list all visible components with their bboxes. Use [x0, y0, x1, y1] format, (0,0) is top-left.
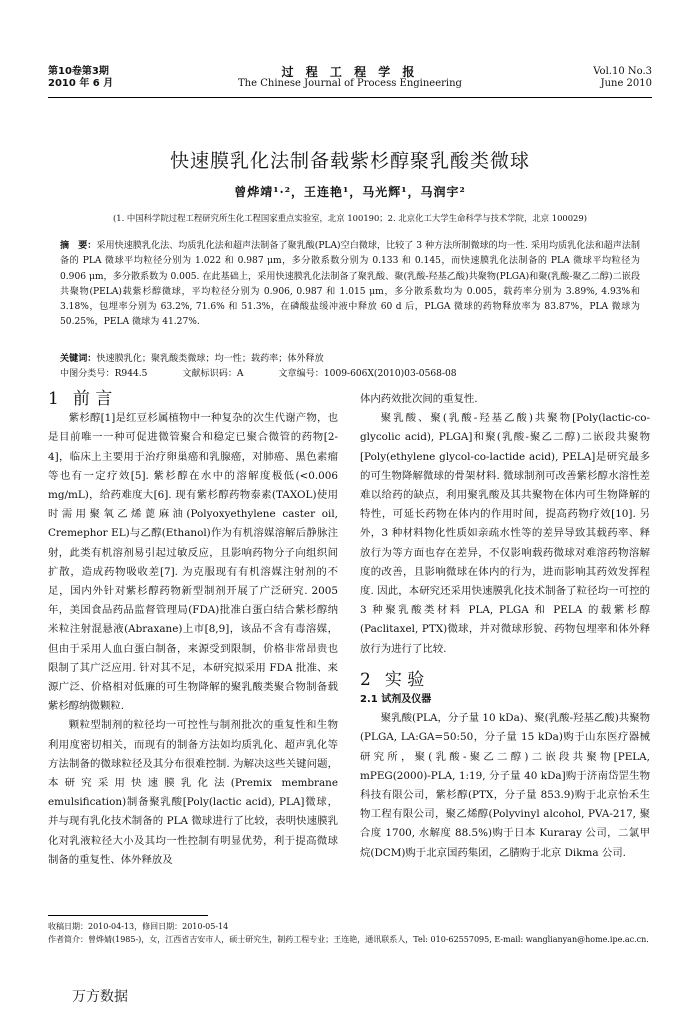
footnote-dates: 收稿日期：2010-04-13，修回日期：2010-05-14 — [48, 922, 229, 931]
doc-code: 文献标识码：A — [182, 369, 244, 379]
header-rule — [48, 97, 652, 98]
header-volume-issue: 第10卷第3期 — [48, 66, 109, 77]
paragraph: 聚乳酸(PLA，分子量 10 kDa)、聚(乳酸-羟基乙酸)共聚物(PLGA, LA:GA=50:50，分子量 15 kDa)购于山东医疗器械研究所，聚(乳酸-聚乙二醇)二嵌段共聚物[PELA, mPEG(2000)-PLA, 1:19, 分子量 40 kDa]购于济南岱罡生物科技有限公司，紫杉醇(PTX，分子量 853.9)购于北京怡禾生物工程有限公司，聚乙烯醇(Polyvinyl alcohol, PVA-217, 聚合度 1700, 水解度 88.5%)购于日本 Kuraray 公司，二氯甲烷(DCM)购于北京国药集团，乙腈购于北京 Dikma 公司. — [360, 712, 650, 859]
journal-name-cn: 过 程 工 程 学 报 — [281, 65, 419, 79]
left-column — [48, 390, 338, 870]
footnote — [48, 920, 652, 946]
section-number: 1 — [48, 389, 59, 409]
header-date-en: June 2010 — [600, 78, 652, 89]
section-heading-experiment — [360, 671, 650, 690]
section-title: 前 言 — [72, 389, 113, 409]
clc-number: 中图分类号：R944.5 — [60, 369, 148, 379]
paragraph: 聚乳酸、聚(乳酸-羟基乙酸)共聚物[Poly(lactic-co-glycolic acid), PLGA]和聚(乳酸-聚乙二醇)二嵌段共聚物[Poly(ethylene glycol-co-lactide acid), PELA]是研究最多的可生物降解微球的骨架材料. 微球制剂可改善紫杉醇水溶性差难以给药的缺点，利用聚乳酸及其共聚物在体内可生物降解的特性，可延长药物在体内的作用时间，提高药物疗效[10]. 另外，3 种材料物化性质如亲疏水性等的差异导致其载药率、释放行为等方面也存在差异，不仅影响载药微球对难溶药物溶解度的改善，且影响微球在体内的行为，进而影响其药效发挥程度. 因此，本研究还采用快速膜乳化技术制备了粒径均一可控的 3 种聚乳酸类材料 PLA, PLGA 和 PELA 的载紫杉醇(Paclitaxel, PTX)微球，并对微球形貌、药物包埋率和体外释放行为进行了比较. — [360, 412, 650, 655]
header-journal — [48, 66, 652, 90]
article-number: 文章编号：1009-606X(2010)03-0568-08 — [278, 369, 457, 379]
paragraph: 紫杉醇[1]是红豆杉属植物中一种复杂的次生代谢产物，也是目前唯一一种可促进微管聚合和稳定已聚合微管的药物[2-4]，临床上主要用于治疗卵巢癌和乳腺癌，对肺癌、黑色素瘤等也有一定疗效[5]. 紫杉醇在水中的溶解度极低(<0.006 mg/mL)，给药难度大[6]. 现有紫杉醇药物泰素(TAXOL)使用时需用聚氧乙烯蓖麻油(Polyoxyethylene caster oil, Cremephor EL)与乙醇(Ethanol)作为有机溶媒溶解后静脉注射，此类有机溶剂易引起过敏反应，且影响药物分子向组织间扩散，造成药物吸收差[7]. 为克服现有有机溶媒注射剂的不足，国内外针对紫杉醇药物新型制剂开展了广泛研究. 2005 年，美国食品药品监督管理局(FDA)批准白蛋白结合紫杉醇纳米粒注射混悬液(Abraxane)上市[8,9]，该品不含有毒溶媒，但由于采用人血白蛋白制备，来源受到限制，价格非常昂贵也限制了其广泛应用. 针对其不足，本研究拟采用 FDA 批准、来源广泛、价格相对低廉的可生物降解的聚乳酸类聚合物制备载紫杉醇纳微颗粒. — [48, 412, 338, 713]
authors: 曾烨靖¹·²，王连艳¹，马光辉¹，马润宇² — [234, 185, 466, 199]
abstract-label: 摘 要： — [60, 241, 97, 251]
footnote-bio: 作者简介：曾烨婧(1985-)，女，江西省吉安市人，硕士研究生，制药工程专业；王连艳，通讯联系人，Tel: 010-62557095, E-mail: wanglianyan@home.ipe.ac.cn. — [48, 935, 649, 944]
section-title: 实 验 — [384, 669, 425, 690]
classification-line — [60, 367, 640, 382]
section-number: 2 — [360, 669, 371, 690]
header-date-cn: 2010 年 6 月 — [48, 78, 114, 89]
keywords — [60, 352, 640, 367]
header-vol-en: Vol.10 No.3 — [593, 66, 652, 77]
abstract — [60, 239, 640, 331]
abstract-text: 采用快速膜乳化法、均质乳化法和超声法制备了聚乳酸(PLA)空白微球，比较了 3 种方法所制微球的均一性. 采用均质乳化法和超声法制备的 PLA 微球平均粒径分别为 1.022 和 0.987 μm，多分散系数分别为 0.133 和 0.145，而快速膜乳化法制备的 PLA 微球平均粒径为 0.906 μm，多分散系数为 0.005. 在此基础上，采用快速膜乳化法制备了聚乳酸、聚(乳酸-羟基乙酸)共聚物(PLGA)和聚(乳酸-聚乙二醇)二嵌段共聚物(PELA)载紫杉醇微球，平均粒径分别为 0.906, 0.987 和 1.015 μm，多分散系数均为 0.005，载药率分别为 3.89%, 4.93%和 3.18%，包埋率分别为 63.2%, 71.6% 和 51.3%，在磷酸盐缓冲液中释放 60 d 后，PLGA 微球的药物释放率为 83.87%，PLA 微球为 50.25%，PELA 微球为 41.27%. — [60, 241, 640, 328]
running-header — [48, 66, 652, 98]
keywords-label: 关键词： — [60, 354, 97, 364]
keywords-text: 快速膜乳化；聚乳酸类微球；均一性；载药率；体外释放 — [96, 354, 324, 364]
watermark: 万方数据 — [72, 989, 128, 1005]
paper-title: 快速膜乳化法制备载紫杉醇聚乳酸类微球 — [169, 150, 530, 172]
paragraph: 颗粒型制剂的粒径均一可控性与制剂批次的重复性和生物利用度密切相关，而现有的制备方法如均质乳化、超声乳化等方法制备的微球粒径及其分布很难控制. 为解决这些关键问题，本研究采用快速膜乳化法(Premix membrane emulsification)制备聚乳酸[Poly(lactic acid), PLA]微球，并与现有乳化技术制备的 PLA 微球进行了比较，表明快速膜乳化对乳液粒径大小及其均一性控制有明显优势，利于提高微球制备的重复性、体外释放及 — [48, 719, 338, 866]
section-heading-intro — [48, 390, 338, 409]
paragraph: 体内药效批次间的重复性. — [360, 393, 478, 405]
journal-name-en: The Chinese Journal of Process Engineering — [238, 78, 462, 89]
header-volume-en — [593, 66, 652, 90]
right-column — [360, 390, 650, 863]
affiliation: (1. 中国科学院过程工程研究所生化工程国家重点实验室，北京 100190；2. 北京化工大学生命科学与技术学院，北京 100029) — [113, 213, 587, 223]
subsection-heading: 2.1 试剂及仪器 — [360, 694, 432, 706]
footnote-rule — [48, 915, 208, 916]
